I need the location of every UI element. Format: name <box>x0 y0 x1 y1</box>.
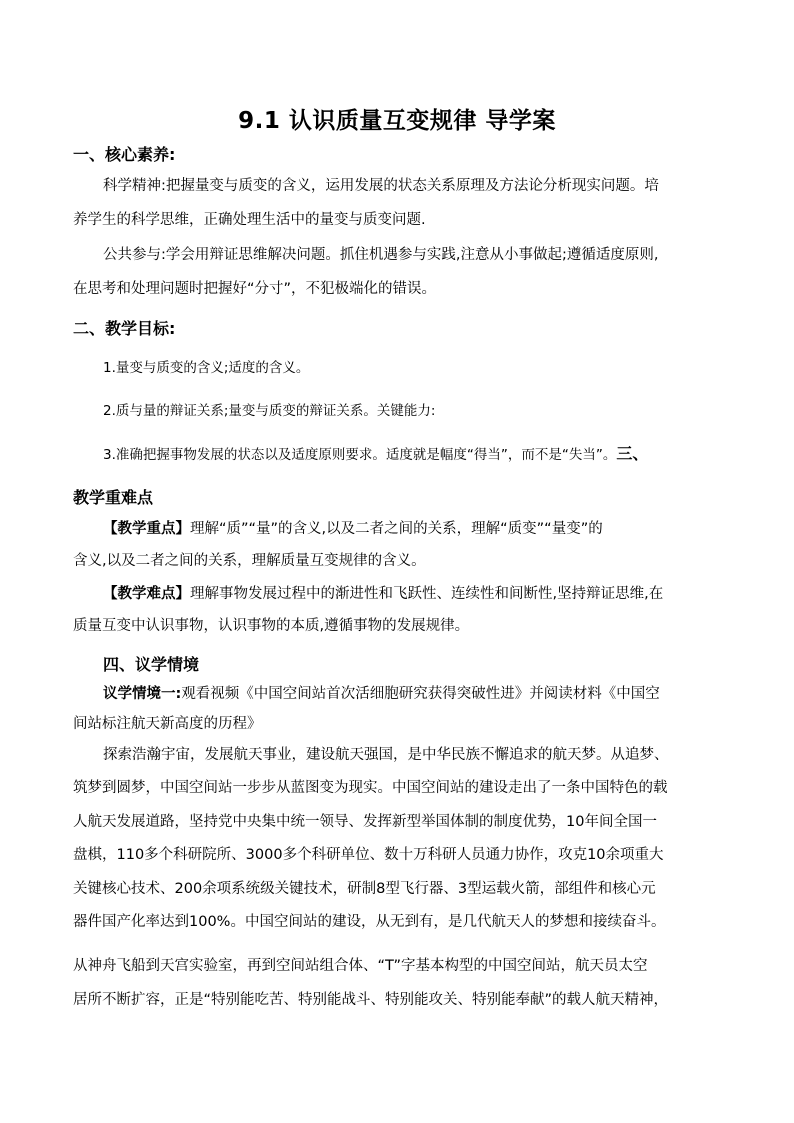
page-title: 9.1 认识质量互变规律 导学案 <box>238 108 556 134</box>
scenario-text: 观看视频《中国空间站首次活细胞研究获得突破性进》并阅读材料《中国空 <box>181 686 660 702</box>
key-point-label: 【教学重点】 <box>103 521 190 537</box>
paragraph-line <box>103 684 660 704</box>
section-heading-teaching-goals: 二、教学目标: <box>73 319 176 338</box>
body-line: 从神舟飞船到天宫实验室，再到空间站组合体、“T”字基本构型的中国空间站，航天员太空 <box>73 958 648 974</box>
paragraph-line: 在思考和处理问题时把握好“分寸”，不犯极端化的错误。 <box>73 281 437 297</box>
body-line: 关键核心技术、200余项系统级关键技术，研制8型飞行器、3型运载火箭，部组件和核心元 <box>73 881 656 897</box>
list-item: 1.量变与质变的含义;适度的含义。 <box>103 360 310 376</box>
body-line: 探索浩瀚宇宙，发展航天事业，建设航天强国，是中华民族不懈追求的航天梦。从追梦、 <box>103 747 669 763</box>
list-item-text: 3.准确把握事物发展的状态以及适度原则要求。适度就是幅度“得当”，而不是“失当”。 <box>103 447 617 463</box>
paragraph-line: 质量互变中认识事物，认识事物的本质,遵循事物的发展规律。 <box>73 618 470 634</box>
paragraph-line: 科学精神:把握量变与质变的含义，运用发展的状态关系原理及方法论分析现实问题。培 <box>103 178 659 194</box>
body-line: 筑梦到圆梦，中国空间站一步步从蓝图变为现实。中国空间站的建设走出了一条中国特色的载 <box>73 780 668 796</box>
body-line: 盘棋，110多个科研院所、3000多个科研单位、数十万科研人员通力协作，攻克10余项重大 <box>73 847 664 863</box>
section-heading-key-difficult: 教学重难点 <box>73 488 154 507</box>
difficult-point-text: 理解事物发展过程中的渐进性和飞跃性、连续性和间断性,坚持辩证思维,在 <box>190 586 664 602</box>
body-line: 人航天发展道路，坚持党中央集中统一领导、发挥新型举国体制的制度优势，10年间全国一 <box>73 814 657 830</box>
body-line: 器件国产化率达到100%。中国空间站的建设，从无到有，是几代航天人的梦想和接续奋斗。 <box>73 914 666 930</box>
paragraph-line: 间站标注航天新高度的历程》 <box>73 716 262 732</box>
section-heading-prefix: 三、 <box>616 444 649 463</box>
scenario-label: 议学情境一: <box>103 686 182 702</box>
body-line: 居所不断扩容，正是“特别能吃苦、特别能战斗、特别能攻关、特别能奉献”的载人航天精神， <box>73 992 669 1008</box>
paragraph-line <box>103 584 663 604</box>
paragraph-line: 养学生的科学思维，正确处理生活中的量变与质变问题. <box>73 212 426 228</box>
list-item <box>103 444 648 465</box>
difficult-point-label: 【教学难点】 <box>103 586 190 602</box>
section-heading-scenario: 四、议学情境 <box>103 655 200 674</box>
section-heading-core-literacy: 一、核心素养: <box>73 145 176 164</box>
list-item: 2.质与量的辩证关系;量变与质变的辩证关系。关键能力: <box>103 403 436 419</box>
paragraph-line <box>103 519 603 539</box>
paragraph-line: 含义,以及二者之间的关系，理解质量互变规律的含义。 <box>73 553 426 569</box>
paragraph-line: 公共参与:学会用辩证思维解决问题。抓住机遇参与实践,注意从小事做起;遵循适度原则, <box>103 247 659 263</box>
key-point-text: 理解“质”“量”的含义,以及二者之间的关系，理解“质变”“量变”的 <box>190 521 603 537</box>
